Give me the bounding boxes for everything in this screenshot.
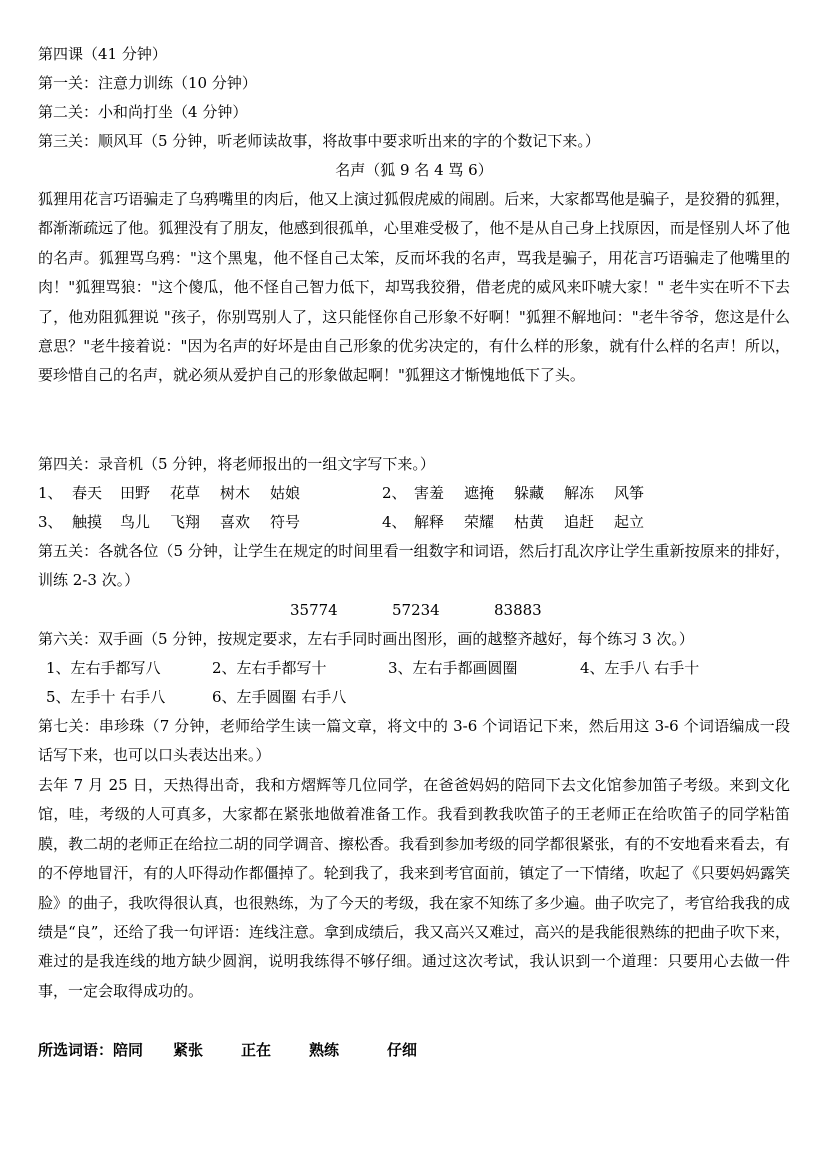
hand-task: 3、左右手都画圆圈 [388, 659, 518, 677]
group-number: 3、 [38, 513, 63, 531]
word: 解释 [414, 513, 445, 531]
word: 喜欢 [220, 513, 251, 531]
word: 触摸 [72, 513, 103, 531]
level-4: 第四关：录音机（5 分钟，将老师报出的一组文字写下来。） [38, 455, 435, 473]
hand-task: 5、左手十 右手八 [46, 688, 166, 706]
word: 飞翔 [170, 513, 201, 531]
word: 解冻 [564, 484, 595, 502]
hand-tasks-row-1 [38, 654, 790, 683]
hand-task: 6、左手圆圈 右手八 [212, 688, 347, 706]
level-5: 第五关：各就各位（5 分钟，让学生在规定的时间里看一组数字和词语，然后打乱次序让学生重新按原来的排好，训练 2-3 次。） [38, 542, 790, 590]
level-7: 第七关：串珍珠（7 分钟，老师给学生读一篇文章，将文中的 3-6 个词语记下来，然后用这 3-6 个词语编成一段话写下来，也可以口头表达出来。） [38, 717, 790, 765]
word: 花草 [170, 484, 201, 502]
selected-word: 正在 [241, 1041, 272, 1059]
lesson-title: 第四课（41 分钟） [38, 45, 167, 63]
number-sequence [38, 596, 790, 625]
level-2: 第二关：小和尚打坐（4 分钟） [38, 103, 248, 121]
worksheet-page [38, 40, 790, 1065]
word: 树木 [220, 484, 251, 502]
word: 鸟儿 [120, 513, 151, 531]
article-text: 去年 7 月 25 日，天热得出奇，我和方熠辉等几位同学，在爸爸妈妈的陪同下去文化馆参加笛子考级。来到文化馆，哇，考级的人可真多，大家都在紧张地做着准备工作。我看到教我吹笛子的王老师正在给吹笛子的同学粘笛膜，教二胡的老师正在给拉二胡的同学调音、擦松香。我看到参加考级的同学都很紧张，有的不安地看来看去，有的不停地冒汗，有的人吓得动作都僵掉了。轮到我了，我来到考官面前，镇定了一下情绪，吹起了《只要妈妈露笑脸》的曲子，我吹得很认真，也很熟练，为了今天的考级，我在家不知练了多少遍。曲子吹完了，考官给我我的成绩是“良”，还给了我一句评语：连线注意。拿到成绩后，我又高兴又难过，高兴的是我能很熟练的把曲子吹下来，难过的是我连线的地方缺少圆润，说明我练得不够仔细。通过这次考试，我认识到一个道理：只要用心去做一件事，一定会取得成功的。 [38, 776, 790, 1000]
word: 遮掩 [464, 484, 495, 502]
selected-label: 所选词语： [38, 1041, 114, 1059]
level-3: 第三关：顺风耳（5 分钟，听老师读故事，将故事中要求听出来的字的个数记下来。） [38, 132, 600, 150]
hand-task: 2、左右手都写十 [212, 659, 327, 677]
word: 姑娘 [270, 484, 301, 502]
word: 风筝 [614, 484, 645, 502]
word: 荣耀 [464, 513, 495, 531]
group-number: 2、 [382, 484, 407, 502]
selected-word: 仔细 [387, 1041, 418, 1059]
word: 害羞 [414, 484, 445, 502]
level-6: 第六关：双手画（5 分钟，按规定要求，左右手同时画出图形，画的越整齐越好，每个练习 3 次。） [38, 630, 694, 648]
word: 追赶 [564, 513, 595, 531]
hand-task: 1、左右手都写八 [46, 659, 161, 677]
group-number: 1、 [38, 484, 63, 502]
word: 起立 [614, 513, 645, 531]
number: 57234 [392, 601, 440, 619]
number: 35774 [290, 601, 338, 619]
selected-word: 陪同 [113, 1041, 144, 1059]
level-1: 第一关：注意力训练（10 分钟） [38, 74, 257, 92]
selected-word: 紧张 [173, 1041, 204, 1059]
word: 春天 [72, 484, 103, 502]
number: 83883 [494, 601, 542, 619]
story-title: 名声（狐 9 名 4 骂 6） [335, 161, 493, 179]
story-text: 狐狸用花言巧语骗走了乌鸦嘴里的肉后，他又上演过狐假虎威的闹剧。后来，大家都骂他是骗子，是狡猾的狐狸，都渐渐疏远了他。狐狸没有了朋友，他感到很孤单，心里难受极了，他不是从自己身上找原因，而是怪别人坏了他的名声。狐狸骂乌鸦："这个黑鬼，他不怪自己太笨，反而坏我的名声，骂我是骗子，用花言巧语骗走了他嘴里的肉！"狐狸骂狼："这个傻瓜，他不怪自己智力低下，却骂我狡猾，借老虎的威风来吓唬大家！" 老牛实在听不下去了，他劝阻狐狸说 "孩子，你别骂别人了，这只能怪你自己形象不好啊！"狐狸不解地问："老牛爷爷，您这是什么意思？"老牛接着说："因为名声的好坏是由自己形象的优劣决定的，有什么样的形象，就有什么样的名声！所以，要珍惜自己的名声，就必须从爱护自己的形象做起啊！"狐狸这才惭愧地低下了头。 [38, 190, 790, 385]
word: 躲藏 [514, 484, 545, 502]
word: 田野 [120, 484, 151, 502]
recorder-row-1 [38, 479, 790, 508]
hand-tasks-row-2 [38, 683, 790, 712]
selected-word: 熟练 [309, 1041, 340, 1059]
word: 符号 [270, 513, 301, 531]
group-number: 4、 [382, 513, 407, 531]
word: 枯黄 [514, 513, 545, 531]
recorder-row-2 [38, 508, 790, 537]
selected-words [38, 1036, 790, 1065]
hand-task: 4、左手八 右手十 [580, 659, 700, 677]
